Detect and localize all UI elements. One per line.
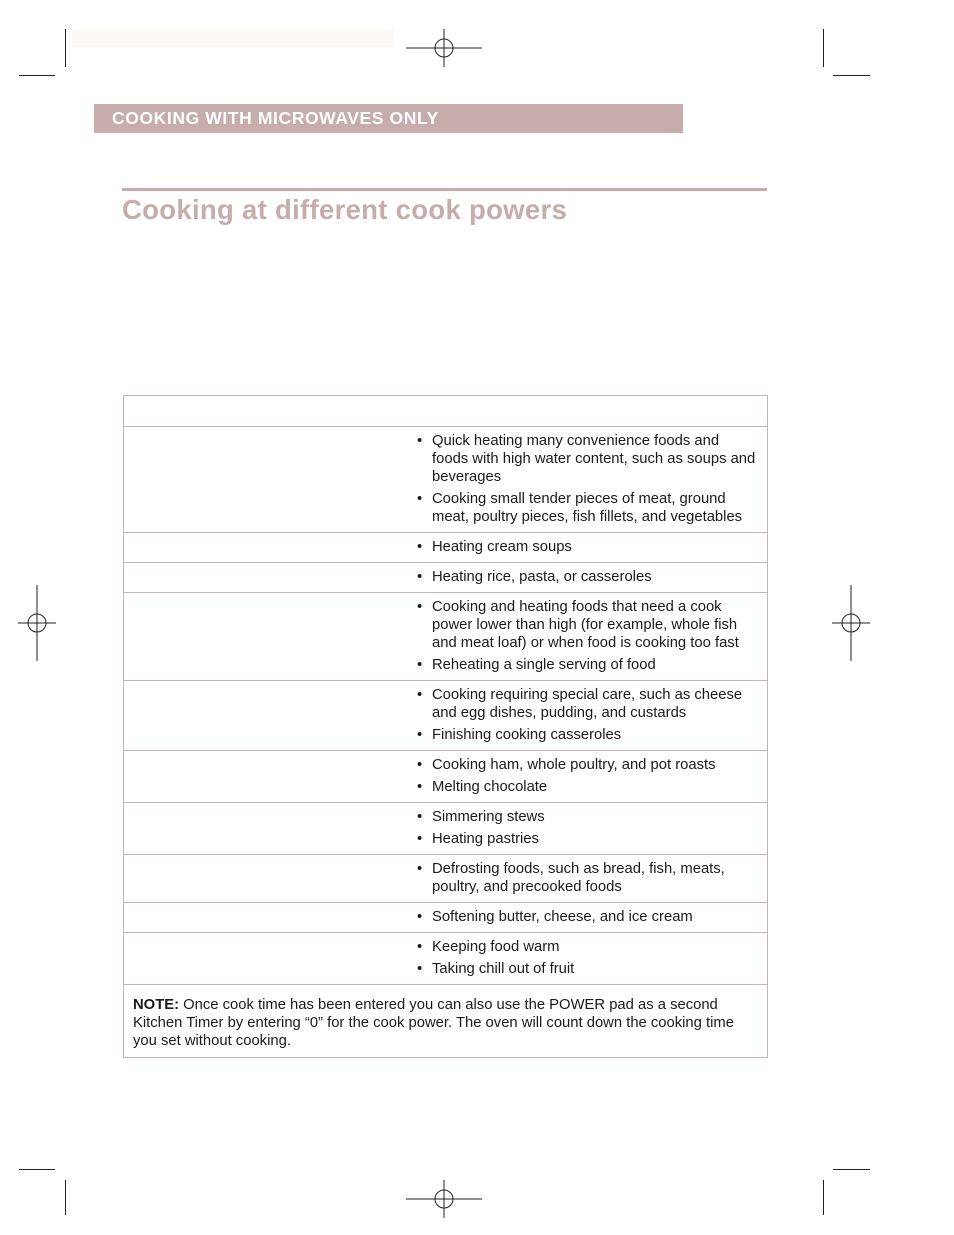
use-item: • Keeping food warm — [417, 938, 759, 956]
table-header-row — [124, 396, 767, 427]
note-box — [124, 985, 767, 1057]
uses-list — [417, 756, 759, 796]
use-item: • Cooking and heating foods that need a cook power lower than high (for example, whole fish and meat loaf) or when food is cooking too fast — [417, 598, 759, 652]
crop-mark-br-h — [833, 1169, 870, 1170]
use-item: • Finishing cooking casseroles — [417, 726, 759, 744]
table-row — [124, 593, 767, 681]
uses-list — [417, 860, 759, 896]
table-row — [124, 855, 767, 903]
use-item: • Cooking ham, whole poultry, and pot roasts — [417, 756, 759, 774]
use-item: • Taking chill out of fruit — [417, 960, 759, 978]
table-row — [124, 803, 767, 855]
crop-mark-tr-h — [833, 75, 870, 76]
section-header-text: COOKING WITH MICROWAVES ONLY — [112, 108, 439, 128]
crop-mark-tl-v — [65, 29, 66, 67]
uses-list — [417, 938, 759, 978]
crop-mark-bl-h — [19, 1169, 55, 1170]
table-row — [124, 563, 767, 593]
cook-power-table — [123, 395, 768, 1058]
use-item: • Reheating a single serving of food — [417, 656, 759, 674]
table-row — [124, 533, 767, 563]
uses-list — [417, 808, 759, 848]
use-item: • Cooking requiring special care, such as cheese and egg dishes, pudding, and custards — [417, 686, 759, 722]
registration-mark-top-icon — [406, 29, 482, 67]
use-item: • Quick heating many convenience foods and foods with high water content, such as soups and beverages — [417, 432, 759, 486]
use-item: • Melting chocolate — [417, 778, 759, 796]
uses-list — [417, 686, 759, 744]
use-item: • Cooking small tender pieces of meat, ground meat, poultry pieces, fish fillets, and vegetables — [417, 490, 759, 526]
use-item: • Simmering stews — [417, 808, 759, 826]
registration-mark-right-icon — [832, 585, 870, 661]
table-row — [124, 751, 767, 803]
uses-list — [417, 598, 759, 674]
uses-list — [417, 538, 759, 556]
crop-mark-tl-h — [19, 75, 55, 76]
note-text: Once cook time has been entered you can also use the POWER pad as a second Kitchen Timer by entering “0” for the cook power. The oven will count down the cooking time you set without cooking. — [133, 997, 734, 1049]
table-row — [124, 681, 767, 751]
use-item: • Softening butter, cheese, and ice cream — [417, 908, 759, 926]
uses-list — [417, 908, 759, 926]
header-tint-strip — [72, 29, 394, 47]
uses-list — [417, 432, 759, 526]
uses-list — [417, 568, 759, 586]
table-row — [124, 933, 767, 985]
registration-mark-left-icon — [18, 585, 56, 661]
crop-mark-br-v — [823, 1180, 824, 1215]
table-row — [124, 903, 767, 933]
crop-mark-bl-v — [65, 1180, 66, 1215]
table-row — [124, 427, 767, 533]
use-item: • Heating rice, pasta, or casseroles — [417, 568, 759, 586]
page-title: Cooking at different cook powers — [122, 194, 568, 225]
use-item: • Defrosting foods, such as bread, fish, meats, poultry, and precooked foods — [417, 860, 759, 896]
use-item: • Heating cream soups — [417, 538, 759, 556]
section-header-bar — [94, 104, 683, 133]
use-item: • Heating pastries — [417, 830, 759, 848]
title-rule — [122, 188, 767, 191]
registration-mark-bottom-icon — [406, 1180, 482, 1218]
crop-mark-tr-v — [823, 29, 824, 67]
note-label: NOTE: — [133, 997, 180, 1013]
table-body — [124, 427, 767, 985]
